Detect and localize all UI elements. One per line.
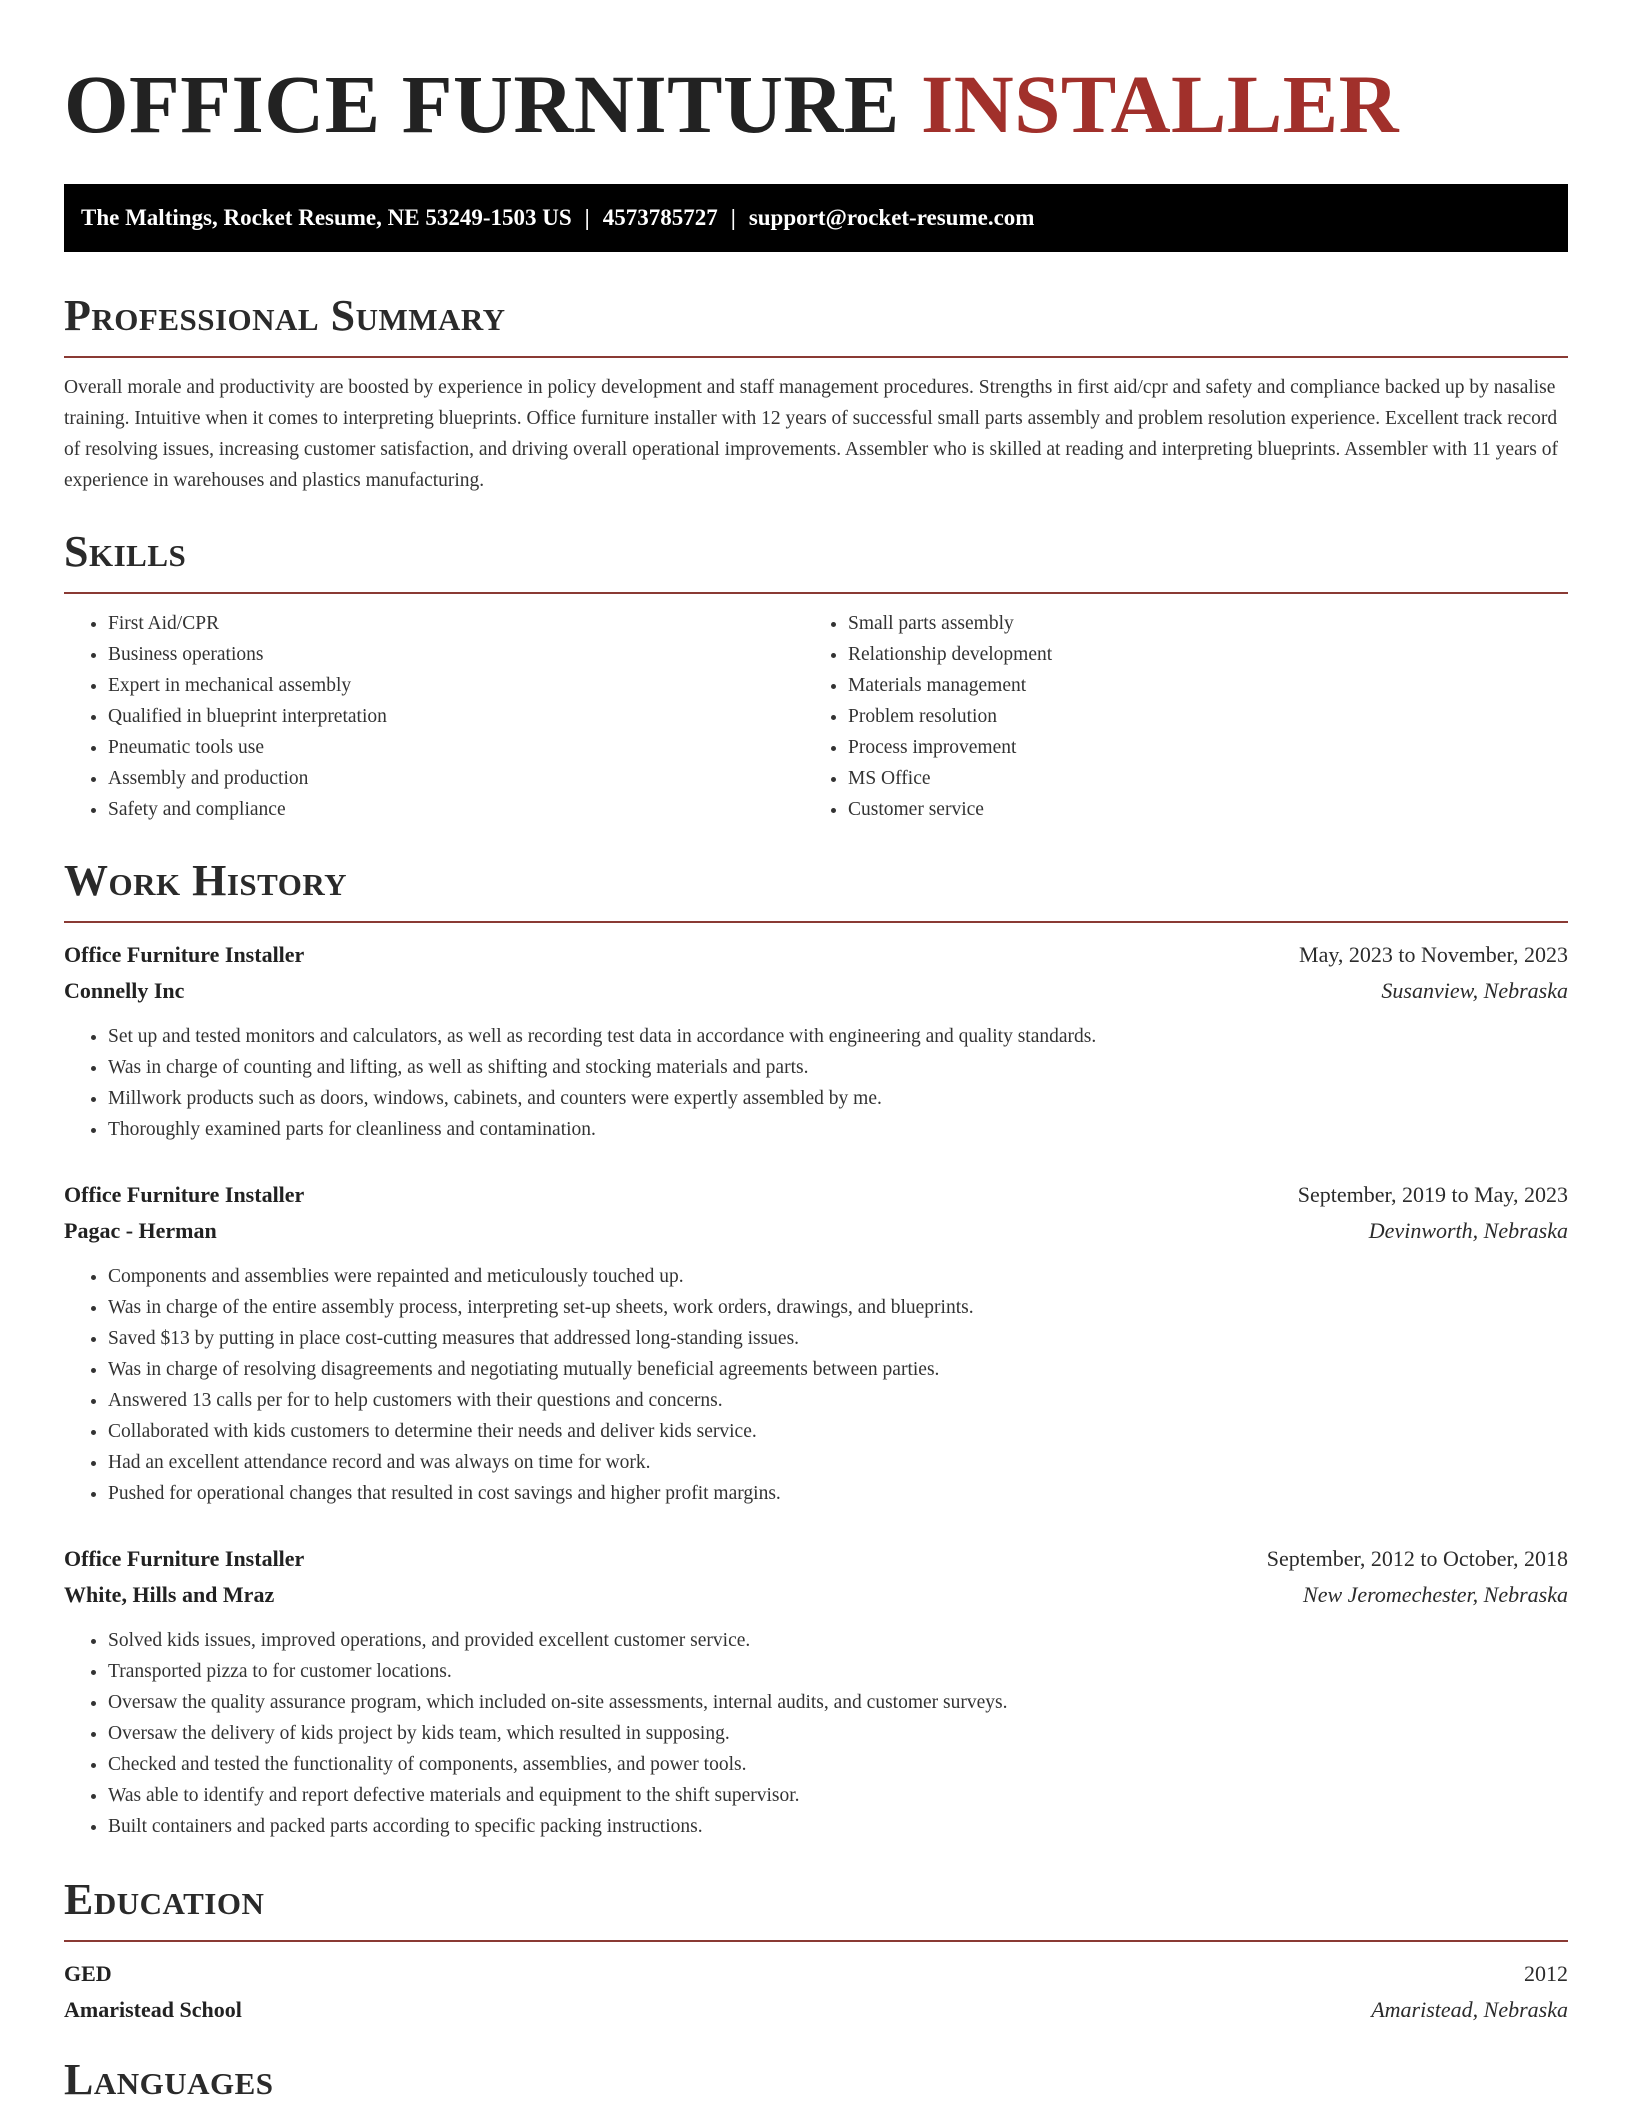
job-bullet: • Answered 13 calls per for to help customers with their questions and concerns. bbox=[108, 1385, 1568, 1416]
job-bullet: • Transported pizza to for customer locations. bbox=[108, 1656, 1568, 1687]
summary-title: Professional Summary bbox=[64, 290, 1568, 358]
job-bullets bbox=[64, 1021, 1568, 1145]
job-bullets bbox=[64, 1261, 1568, 1509]
skill-item: • MS Office bbox=[848, 763, 1544, 794]
education-section bbox=[64, 1874, 1568, 2028]
job-role: Office Furniture Installer bbox=[64, 942, 305, 967]
education-location: Amaristead, Nebraska bbox=[1371, 1997, 1568, 2022]
job-bullet: • Oversaw the delivery of kids project by kids team, which resulted in supposing. bbox=[108, 1718, 1568, 1749]
job-company: White, Hills and Mraz bbox=[64, 1582, 275, 1607]
job-company-row bbox=[64, 973, 1568, 1009]
name-last: INSTALLER bbox=[920, 58, 1400, 150]
job-dates: September, 2019 to May, 2023 bbox=[1297, 1182, 1568, 1207]
skill-item: • Relationship development bbox=[848, 639, 1544, 670]
skill-item: • First Aid/CPR bbox=[108, 608, 804, 639]
job-bullets bbox=[64, 1625, 1568, 1842]
work-history-section bbox=[64, 855, 1568, 1842]
skill-item: • Process improvement bbox=[848, 732, 1544, 763]
job-dates: May, 2023 to November, 2023 bbox=[1299, 942, 1568, 967]
skill-item: • Assembly and production bbox=[108, 763, 804, 794]
job-company: Connelly Inc bbox=[64, 978, 185, 1003]
education-degree: GED bbox=[64, 1961, 112, 1986]
summary-text: Overall morale and productivity are boosted by experience in policy development and staff management procedures. Strengths in first aid/cpr and safety and compliance backed up by nasalise training. Intuitive when it comes to interpreting blueprints. Office furniture installer with 12 years of successful small parts assembly and problem resolution experience. Excellent track record of resolving issues, increasing customer satisfaction, and driving overall operational improvements. Assembler who is skilled at reading and interpreting blueprints. Assembler with 11 years of experience in warehouses and plastics manufacturing. bbox=[64, 377, 1558, 491]
skill-item: • Customer service bbox=[848, 794, 1544, 825]
education-entry bbox=[64, 1956, 1568, 2028]
skill-item: • Problem resolution bbox=[848, 701, 1544, 732]
job-bullet: • Was in charge of the entire assembly process, interpreting set-up sheets, work orders, drawings, and blueprints. bbox=[108, 1292, 1568, 1323]
job-role: Office Furniture Installer bbox=[64, 1182, 305, 1207]
skill-item: • Materials management bbox=[848, 670, 1544, 701]
job-header-row bbox=[64, 1177, 1568, 1213]
resume-page bbox=[64, 0, 1568, 2120]
skills-title: Skills bbox=[64, 526, 1568, 594]
job-bullet: • Collaborated with kids customers to determine their needs and deliver kids service. bbox=[108, 1416, 1568, 1447]
candidate-name bbox=[64, 0, 1568, 150]
education-school: Amaristead School bbox=[64, 1997, 242, 2022]
job-bullet: • Millwork products such as doors, windows, cabinets, and counters were expertly assembled by me. bbox=[108, 1083, 1568, 1114]
skills-column-right bbox=[804, 608, 1544, 825]
job-header-row bbox=[64, 937, 1568, 973]
contact-separator: | bbox=[730, 205, 736, 230]
job-dates: September, 2012 to October, 2018 bbox=[1266, 1546, 1568, 1571]
job-role: Office Furniture Installer bbox=[64, 1546, 305, 1571]
contact-separator: | bbox=[584, 205, 590, 230]
job-company: Pagac - Herman bbox=[64, 1218, 217, 1243]
job-bullet: • Checked and tested the functionality of components, assemblies, and power tools. bbox=[108, 1749, 1568, 1780]
education-year: 2012 bbox=[1524, 1961, 1568, 1986]
summary-section bbox=[64, 290, 1568, 496]
skills-column-left bbox=[64, 608, 804, 825]
job-bullet: • Had an excellent attendance record and was always on time for work. bbox=[108, 1447, 1568, 1478]
job-location: New Jeromechester, Nebraska bbox=[1303, 1582, 1568, 1607]
job-bullet: • Solved kids issues, improved operations, and provided excellent customer service. bbox=[108, 1625, 1568, 1656]
skills-list-left bbox=[64, 608, 804, 825]
job-bullet: • Was in charge of counting and lifting, as well as shifting and stocking materials and parts. bbox=[108, 1052, 1568, 1083]
job-header-row bbox=[64, 1541, 1568, 1577]
job-entry bbox=[64, 937, 1568, 1145]
education-school-row bbox=[64, 1992, 1568, 2028]
skill-item: • Expert in mechanical assembly bbox=[108, 670, 804, 701]
job-entry bbox=[64, 1541, 1568, 1842]
skill-item: • Pneumatic tools use bbox=[108, 732, 804, 763]
contact-address: The Maltings, Rocket Resume, NE 53249-1503 US bbox=[81, 205, 572, 230]
contact-email: support@rocket-resume.com bbox=[748, 205, 1035, 230]
languages-title: Languages bbox=[64, 2055, 274, 2104]
skill-item: • Small parts assembly bbox=[848, 608, 1544, 639]
skills-columns bbox=[64, 608, 1568, 825]
job-bullet: • Saved $13 by putting in place cost-cutting measures that addressed long-standing issues. bbox=[108, 1323, 1568, 1354]
skill-item: • Business operations bbox=[108, 639, 804, 670]
education-title: Education bbox=[64, 1874, 1568, 1942]
job-bullet: • Pushed for operational changes that resulted in cost savings and higher profit margins. bbox=[108, 1478, 1568, 1509]
name-first: OFFICE FURNITURE bbox=[64, 58, 900, 150]
skill-item: • Qualified in blueprint interpretation bbox=[108, 701, 804, 732]
job-bullet: • Components and assemblies were repainted and meticulously touched up. bbox=[108, 1261, 1568, 1292]
job-company-row bbox=[64, 1213, 1568, 1249]
job-bullet: • Built containers and packed parts according to specific packing instructions. bbox=[108, 1811, 1568, 1842]
contact-phone: 4573785727 bbox=[602, 205, 718, 230]
job-bullet: • Thoroughly examined parts for cleanliness and contamination. bbox=[108, 1114, 1568, 1145]
skills-section bbox=[64, 526, 1568, 825]
job-company-row bbox=[64, 1577, 1568, 1613]
job-location: Susanview, Nebraska bbox=[1381, 978, 1568, 1003]
job-bullet: • Was in charge of resolving disagreements and negotiating mutually beneficial agreements between parties. bbox=[108, 1354, 1568, 1385]
languages-section bbox=[64, 2054, 1568, 2120]
job-bullet: • Was able to identify and report defective materials and equipment to the shift supervisor. bbox=[108, 1780, 1568, 1811]
work-history-title: Work History bbox=[64, 855, 1568, 923]
contact-bar bbox=[64, 184, 1568, 252]
skills-list-right bbox=[804, 608, 1544, 825]
skill-item: • Safety and compliance bbox=[108, 794, 804, 825]
job-location: Devinworth, Nebraska bbox=[1368, 1218, 1568, 1243]
education-degree-row bbox=[64, 1956, 1568, 1992]
job-entry bbox=[64, 1177, 1568, 1509]
job-bullet: • Oversaw the quality assurance program, which included on-site assessments, internal audits, and customer surveys. bbox=[108, 1687, 1568, 1718]
job-bullet: • Set up and tested monitors and calculators, as well as recording test data in accordance with engineering and quality standards. bbox=[108, 1021, 1568, 1052]
